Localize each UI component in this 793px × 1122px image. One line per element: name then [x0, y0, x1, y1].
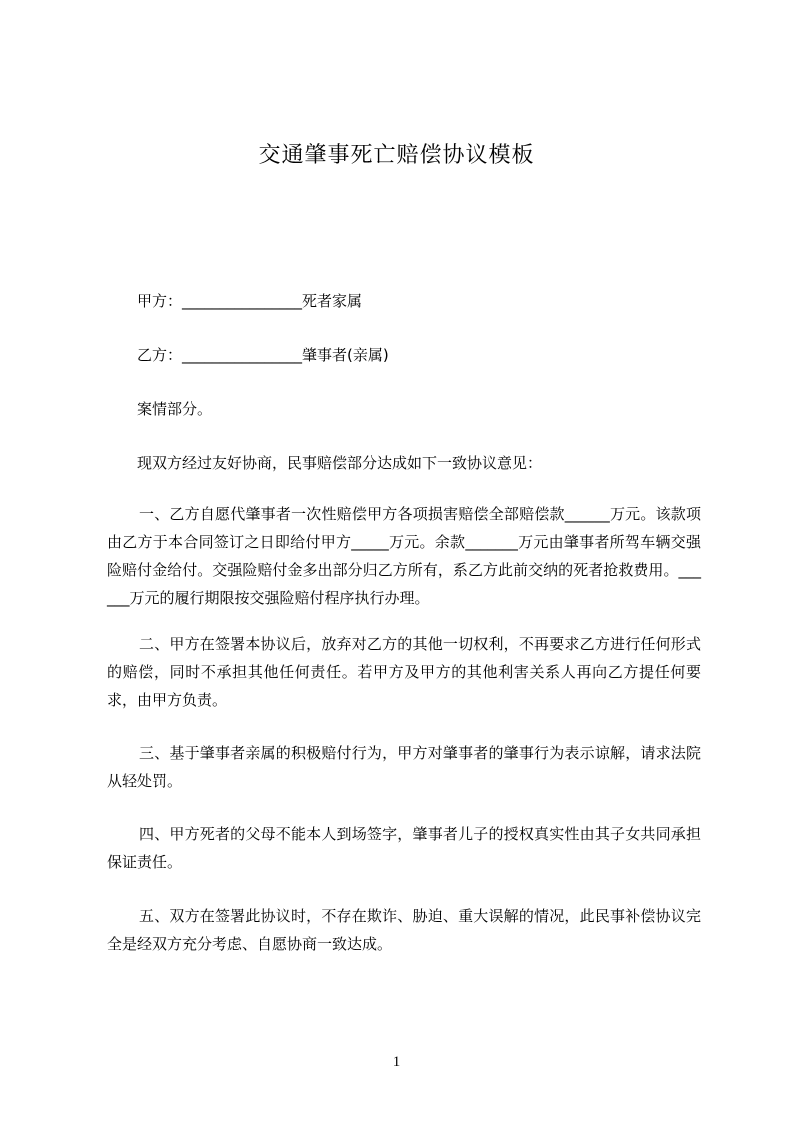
party-b-line [137, 343, 389, 367]
clause-1: 一、乙方自愿代肇事者一次性赔偿甲方各项损害赔偿全部赔偿款______万元。该款项由乙方于本合同签订之日即给付甲方_____万元。余款_______万元由肇事者所驾车辆交强险赔付金给付。交强险赔付金多出部分归乙方所有，系乙方此前交纳的死者抢救费用。______万元的履行期限按交强险赔付程序执行办理。 [107, 505, 701, 607]
clause-5: 五、双方在签署此协议时，不存在欺诈、胁迫、重大误解的情况，此民事补偿协议完全是经双方充分考虑、自愿协商一致达成。 [107, 907, 701, 953]
party-a-role: 死者家属 [302, 292, 363, 310]
party-b-label: 乙方： [137, 346, 183, 364]
document-title: 交通肇事死亡赔偿协议模板 [258, 143, 535, 168]
party-a-blank: ________________ [182, 292, 303, 310]
party-a-label: 甲方： [137, 292, 183, 310]
page-number: 1 [392, 1054, 401, 1070]
clause-4: 四、甲方死者的父母不能本人到场签字，肇事者儿子的授权真实性由其子女共同承担保证责任。 [107, 825, 701, 871]
party-b-role: 肇事者(亲属) [302, 346, 389, 364]
clause-3: 三、基于肇事者亲属的积极赔付行为，甲方对肇事者的肇事行为表示谅解，请求法院从轻处罚。 [107, 744, 701, 790]
case-section: 案情部分。 [137, 400, 213, 418]
clause-2: 二、甲方在签署本协议后，放弃对乙方的其他一切权利，不再要求乙方进行任何形式的赔偿，同时不承担其他任何责任。若甲方及甲方的其他利害关系人再向乙方提任何要求，由甲方负责。 [107, 635, 701, 709]
intro-paragraph: 现双方经过友好协商，民事赔偿部分达成如下一致协议意见： [137, 454, 543, 472]
party-b-blank: ________________ [182, 346, 303, 364]
party-a-line [137, 289, 362, 313]
